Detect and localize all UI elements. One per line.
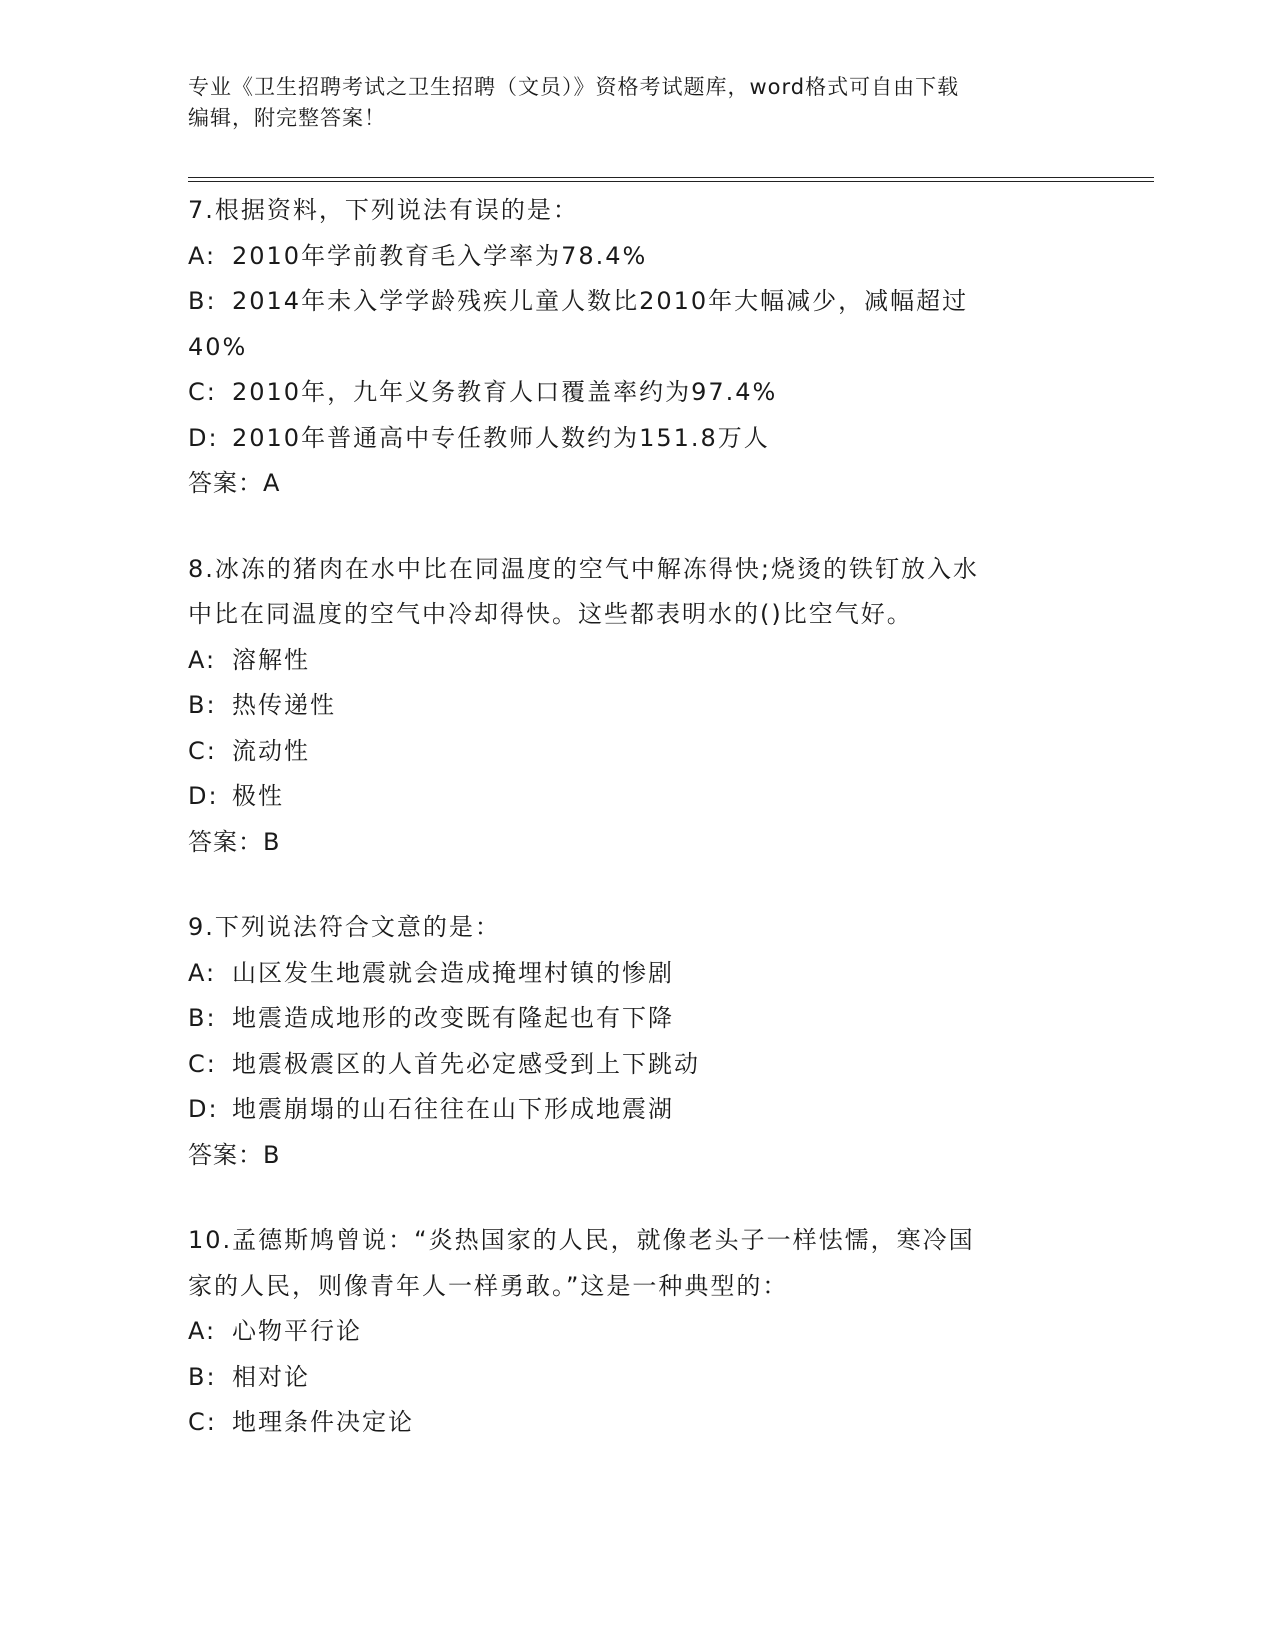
option-key: B:	[188, 287, 217, 315]
option-key: B:	[188, 1004, 217, 1032]
question-item	[188, 188, 1088, 507]
option-text: 热传递性	[232, 691, 336, 719]
option-text: 2010年普通高中专任教师人数约为151.8万人	[232, 423, 770, 452]
option-key: C:	[188, 1049, 217, 1078]
question-item	[188, 547, 1088, 866]
option-text: 地震崩塌的山石往往在山下形成地震湖	[232, 1095, 674, 1123]
question-stem: 9.下列说法符合文意的是：	[188, 913, 501, 941]
option-row	[188, 951, 1088, 997]
option-key: C:	[188, 736, 217, 765]
option-row	[188, 1400, 1088, 1446]
question-item	[188, 905, 1088, 1178]
option-row	[188, 279, 1088, 325]
option-text: 2014年未入学学龄残疾儿童人数比2010年大幅减少，减幅超过	[232, 287, 969, 315]
option-key: B:	[188, 1362, 217, 1391]
option-row	[188, 774, 1088, 820]
option-key: D:	[188, 782, 219, 810]
option-text: 溶解性	[232, 645, 310, 674]
option-text: 流动性	[232, 736, 310, 765]
option-text: 地震极震区的人首先必定感受到上下跳动	[232, 1049, 700, 1078]
option-row	[188, 996, 1088, 1042]
option-key: D:	[188, 1095, 219, 1123]
option-text-continued: 40%	[188, 332, 248, 361]
option-text: 心物平行论	[232, 1317, 362, 1345]
question-stem: 家的人民，则像青年人一样勇敢。”这是一种典型的：	[188, 1271, 789, 1300]
question-stem: 中比在同温度的空气中冷却得快。这些都表明水的()比空气好。	[188, 600, 913, 628]
document-header	[188, 72, 1088, 134]
option-text: 地震造成地形的改变既有隆起也有下降	[232, 1004, 674, 1032]
question-stem: 10.孟德斯鸠曾说：“炎热国家的人民，就像老头子一样怯懦，寒冷国	[188, 1226, 975, 1254]
answer-label: 答案：A	[188, 469, 281, 497]
option-key: A:	[188, 241, 217, 270]
option-key: C:	[188, 378, 217, 406]
option-row	[188, 1042, 1088, 1088]
option-key: A:	[188, 645, 217, 674]
option-row	[188, 1087, 1088, 1133]
option-key: D:	[188, 423, 219, 452]
question-stem: 7.根据资料，下列说法有误的是：	[188, 196, 579, 224]
option-key: A:	[188, 958, 217, 987]
option-key: B:	[188, 691, 217, 719]
option-row	[188, 416, 1088, 462]
question-stem: 8.冰冻的猪肉在水中比在同温度的空气中解冻得快;烧烫的铁钉放入水	[188, 554, 979, 583]
option-row	[188, 1309, 1088, 1355]
option-text: 地理条件决定论	[232, 1408, 414, 1436]
option-text: 山区发生地震就会造成掩埋村镇的惨剧	[232, 958, 674, 987]
header-rule-top	[188, 177, 1154, 178]
option-row	[188, 370, 1088, 416]
question-list	[188, 188, 1088, 1486]
answer-label: 答案：B	[188, 1140, 281, 1169]
header-rule-bottom	[188, 181, 1154, 182]
option-row	[188, 638, 1088, 684]
option-text: 极性	[232, 782, 284, 810]
question-item	[188, 1218, 1088, 1446]
option-key: C:	[188, 1408, 217, 1436]
option-row	[188, 683, 1088, 729]
header-line-2: 编辑，附完整答案！	[188, 106, 386, 130]
option-row	[188, 234, 1088, 280]
option-text: 2010年学前教育毛入学率为78.4%	[232, 241, 648, 270]
option-text: 相对论	[232, 1362, 310, 1391]
option-row	[188, 1355, 1088, 1401]
option-text: 2010年，九年义务教育人口覆盖率约为97.4%	[232, 378, 778, 406]
option-key: A:	[188, 1317, 217, 1345]
answer-label: 答案：B	[188, 827, 281, 856]
option-row	[188, 729, 1088, 775]
header-line-1: 专业《卫生招聘考试之卫生招聘（文员）》资格考试题库，word格式可自由下载	[188, 75, 960, 99]
